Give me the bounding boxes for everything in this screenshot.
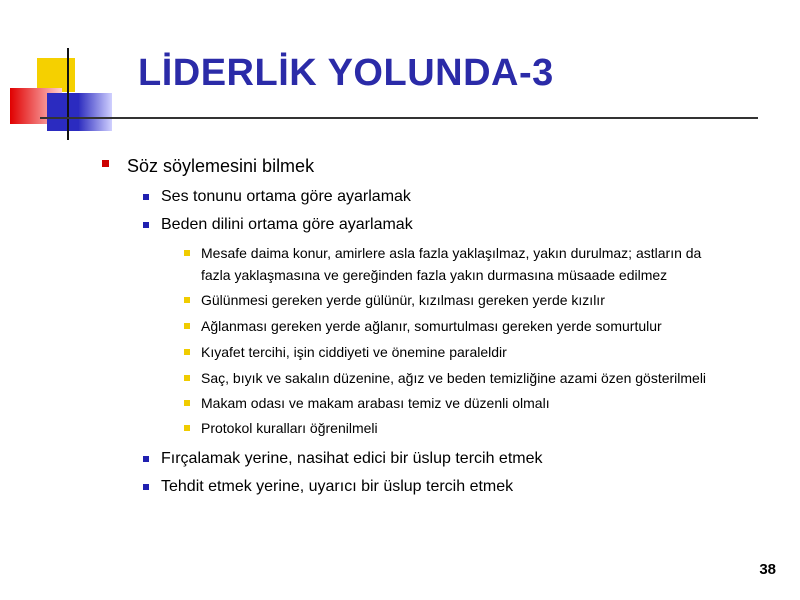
slide-title: LİDERLİK YOLUNDA-3: [138, 52, 554, 94]
bullet-item-level-2: [143, 448, 543, 470]
bullet-marker-icon: [184, 250, 190, 256]
bullet-marker-icon: [143, 194, 149, 200]
bullet-text: Tehdit etmek yerine, uyarıcı bir üslup tercih etmek: [161, 478, 514, 495]
bullet-marker-icon: [184, 425, 190, 431]
bullet-item-level-3: [184, 243, 701, 264]
bullet-text: Fırçalamak yerine, nasihat edici bir üslup tercih etmek: [161, 450, 543, 467]
bullet-text: fazla yaklaşmasına ve gereğinden fazla yakın durmasına müsaade edilmez: [201, 267, 668, 283]
bullet-marker-icon: [184, 349, 190, 355]
bullet-marker-icon: [184, 375, 190, 381]
bullet-text: Makam odası ve makam arabası temiz ve düzenli olmalı: [201, 395, 550, 411]
bullet-marker-icon: [143, 222, 149, 228]
bullet-item-level-3: [184, 418, 378, 439]
bullet-item-level-3: [184, 290, 605, 311]
bullet-text: Mesafe daima konur, amirlere asla fazla yaklaşılmaz, yakın durulmaz; astların da: [201, 245, 702, 261]
decorative-logo: [0, 0, 120, 140]
bullet-marker-icon: [143, 484, 149, 490]
bullet-text: Saç, bıyık ve sakalın düzenine, ağız ve beden temizliğine azami özen gösterilmeli: [201, 370, 707, 386]
bullet-marker-icon: [102, 160, 109, 167]
bullet-text: Gülünmesi gereken yerde gülünür, kızılması gereken yerde kızılır: [201, 292, 605, 308]
yellow-square: [37, 58, 75, 92]
bullet-text: Protokol kuralları öğrenilmeli: [201, 420, 378, 436]
blue-gradient-block: [79, 93, 112, 131]
bullet-item-level-2: [143, 186, 411, 208]
bullet-text: Beden dilini ortama göre ayarlamak: [161, 216, 413, 233]
bullet-text: Söz söylemesini bilmek: [127, 156, 315, 176]
bullet-item-level-3: [184, 393, 550, 414]
bullet-item-level-3: [184, 342, 507, 363]
title-underline: [78, 117, 758, 119]
bullet-marker-icon: [184, 400, 190, 406]
bullet-item-level-2: [143, 214, 413, 236]
bullet-text: Kıyafet tercihi, işin ciddiyeti ve önemine paraleldir: [201, 344, 507, 360]
bullet-item-level-3: [184, 316, 662, 337]
page-number: 38: [759, 561, 776, 578]
bullet-marker-icon: [184, 297, 190, 303]
bullet-item-level-2: [143, 476, 513, 498]
bullet-item-level-1: [102, 155, 314, 177]
bullet-text: Ses tonunu ortama göre ayarlamak: [161, 188, 411, 205]
bullet-marker-icon: [143, 456, 149, 462]
bullet-text: Ağlanması gereken yerde ağlanır, somurtulması gereken yerde somurtulur: [201, 318, 662, 334]
bullet-item-level-3: [184, 265, 667, 286]
blue-square: [47, 93, 79, 131]
bullet-item-level-3: [184, 368, 706, 389]
bullet-marker-icon: [184, 323, 190, 329]
